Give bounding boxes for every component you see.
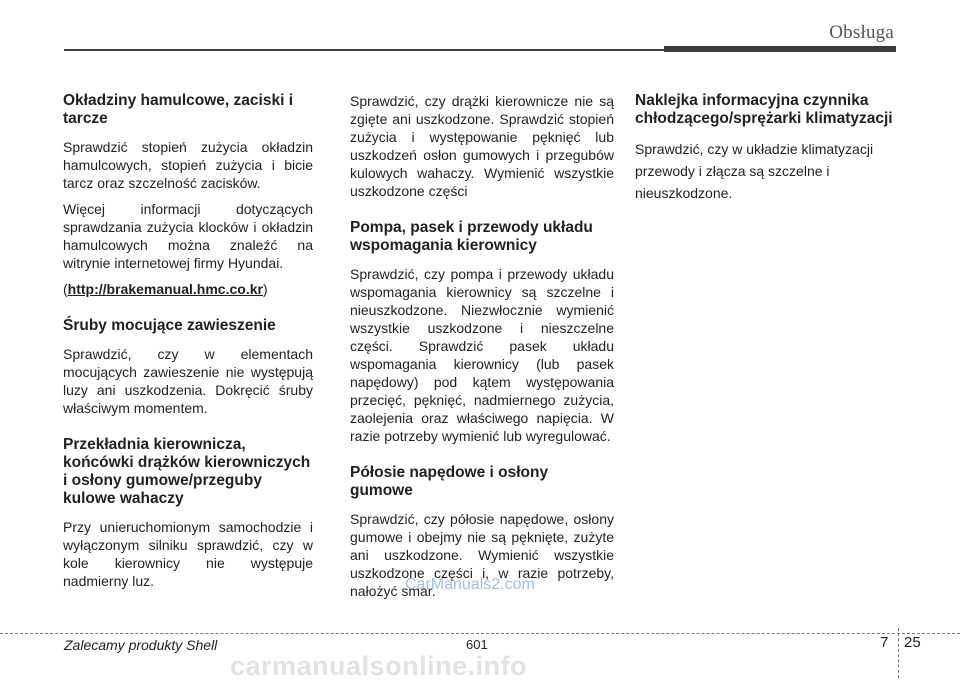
paragraph: Sprawdzić stopień zużycia okładzin hamulcowych, stopień zużycia i bicie tarcz oraz szczelność zacisków. [63,139,313,191]
footer-rule [0,633,960,634]
link-close: ) [262,281,268,297]
column-3 [635,92,893,223]
footer-separator [898,628,899,678]
section-suspension-bolts [63,317,313,417]
chapter-title: Obsługa [829,22,894,43]
section-heading: Śruby mocujące zawieszenie [63,317,276,334]
watermark-carmanuals: CarManuals2.com [405,576,535,593]
paragraph: Więcej informacji dotyczących sprawdzania zużycia klocków i okładzin hamulcowych można znaleźć na witrynie internetowej firmy Hyundai. [63,201,313,271]
footer-note: Zalecamy produkty Shell [64,637,218,653]
brake-manual-link[interactable]: http://brakemanual.hmc.co.kr [67,281,263,297]
column-1 [63,92,313,609]
link-paragraph [63,280,313,298]
section-power-steering [350,219,614,445]
page-number: 25 [904,634,921,651]
paragraph: Przy unieruchomionym samochodzie i wyłączonym silniku sprawdzić, czy w kole kierownicy nie występuje nadmierny luz. [63,519,313,589]
watermark-site: carmanualsonline.info [230,651,528,681]
paragraph: Sprawdzić, czy półosie napędowe, osłony gumowe i obejmy nie są pęknięte, zużyte ani uszkodzone. Wymienić wszystkie uszkodzone części i, w razie potrzeby, nałożyć smar. [350,511,614,599]
header-rule-accent [664,46,896,52]
page-code: 601 [466,637,488,652]
section-heading: Półosie napędowe i osłony gumowe [350,464,549,499]
section-brake-pads [63,92,313,298]
section-ac-label [635,92,893,204]
section-heading: Okładziny hamulcowe, zaciski i tarcze [63,92,294,127]
section-heading: Naklejka informacyjna czynnika chłodzącego/sprężarki klimatyzacji [635,92,893,127]
paragraph: Sprawdzić, czy pompa i przewody układu wspomagania kierownicy są szczelne i nieuszkodzone. Niezwłocznie wymienić wszystkie uszkodzone i nieszczelne części. Sprawdzić pasek układu wspomagania kierownicy (lub pasek napędowy) pod kątem występowania przecięć, pęknięć, nadmiernego zużycia, zaolejenia oraz właściwego napięcia. W razie potrzeby wymienić lub wyregulować. [350,266,614,444]
header-rule [64,49,664,51]
section-heading: Pompa, pasek i przewody układu wspomagania kierownicy [350,219,593,254]
link-open: ( [63,281,68,297]
paragraph: Sprawdzić, czy w układzie klimatyzacji przewody i złącza są szczelne i nieuszkodzone. [635,141,874,201]
section-steering-gear [63,436,313,590]
section-steering-continued [350,92,614,200]
paragraph: Sprawdzić, czy w elementach mocujących zawieszenie nie występują luzy ani uszkodzenia. Dokręcić śruby właściwym momentem. [63,346,313,416]
chapter-number: 7 [880,634,889,651]
column-2 [350,92,614,619]
section-heading: Przekładnia kierownicza, końcówki drążków kierowniczych i osłony gumowe/przeguby kulowe wahaczy [63,436,311,507]
paragraph: Sprawdzić, czy drążki kierownicze nie są zgięte ani uszkodzone. Sprawdzić stopień zużycia i występowanie pęknięć lub uszkodzeń osłon gumowych i przegubów kulowych wahaczy. Wymienić wszystkie uszkodzone części [350,93,614,199]
